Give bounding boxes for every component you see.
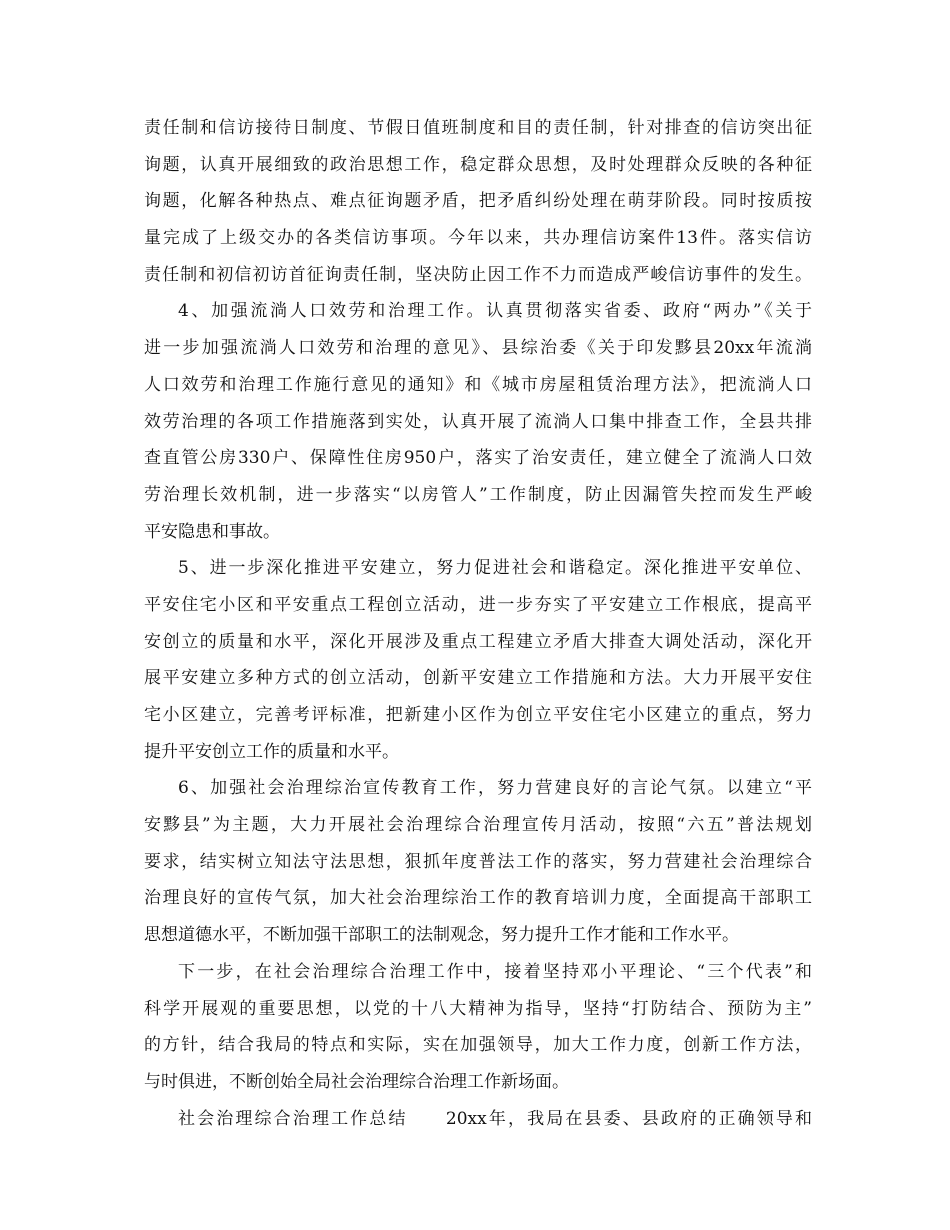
text-line: 安创立的质量和水平，深化开展涉及重点工程建立矛盾大排查大调处活动，深化开: [144, 631, 812, 652]
text-line: 治理良好的宣传气氛，加大社会治理综治工作的教育培训力度，全面提高干部职工: [144, 888, 812, 909]
text-line: 社会治理综合治理工作总结 20xx年，我局在县委、县政府的正确领导和: [178, 1108, 812, 1129]
text-line: 责任制和信访接待日制度、节假日值班制度和目的责任制，针对排查的信访突出征: [144, 118, 812, 138]
text-line: 要求，结实树立知法守法思想，狠抓年度普法工作的落实，努力营建社会治理综合: [144, 851, 812, 872]
text-line: 效劳治理的各项工作措施落到实处，认真开展了流淌人口集中排查工作，全县共排: [144, 411, 812, 432]
text-line: 责任制和初信初访首征询责任制，坚决防止因工作不力而造成严峻信访事件的发生。: [144, 264, 812, 285]
paragraph-next-step: [144, 954, 812, 1101]
text-line: 劳治理长效机制，进一步落实“以房管人”工作制度，防止因漏管失控而发生严峻: [144, 484, 812, 505]
text-line: 询题，认真开展细致的政治思想工作，稳定群众思想，及时处理群众反映的各种征: [144, 154, 812, 175]
text-line: 人口效劳和治理工作施行意见的通知》和《城市房屋租赁治理方法》，把流淌人口: [144, 374, 812, 395]
paragraph-continuation: [144, 110, 812, 293]
text-line: 量完成了上级交办的各类信访事项。今年以来，共办理信访案件13件。落实信访: [144, 228, 812, 249]
text-line: 进一步加强流淌人口效劳和治理的意见》、县综治委《关于印发黟县20xx年流淌: [144, 338, 812, 359]
document-page: [144, 110, 812, 1137]
text-line: 下一步，在社会治理综合治理工作中，接着坚持邓小平理论、“三个代表”和: [178, 961, 812, 982]
text-line: 询题，化解各种热点、难点征询题矛盾，把矛盾纠纷处理在萌芽阶段。同时按质按: [144, 191, 812, 212]
text-line: 平安隐患和事故。: [144, 521, 280, 542]
paragraph-item-5: [144, 550, 812, 770]
text-line: 提升平安创立工作的质量和水平。: [144, 741, 399, 762]
paragraph-summary-heading: [144, 1101, 812, 1138]
text-line: 宅小区建立，完善考评标准，把新建小区作为创立平安住宅小区建立的重点，努力: [144, 705, 812, 725]
text-line: 安黟县”为主题，大力开展社会治理综合治理宣传月活动，按照“六五”普法规划: [144, 815, 812, 836]
text-line: 平安住宅小区和平安重点工程创立活动，进一步夯实了平安建立工作根底，提高平: [144, 594, 812, 615]
paragraph-item-4: [144, 293, 812, 550]
text-line: 的方针，结合我局的特点和实际，实在加强领导，加大工作力度，创新工作方法，: [144, 1035, 812, 1056]
text-line: 6、加强社会治理综治宣传教育工作，努力营建良好的言论气氛。以建立“平: [178, 778, 812, 799]
text-line: 4、加强流淌人口效劳和治理工作。认真贯彻落实省委、政府“两办”《关于: [178, 301, 812, 322]
text-line: 科学开展观的重要思想，以党的十八大精神为指导，坚持“打防结合、预防为主”: [144, 998, 812, 1019]
text-line: 与时俱进，不断创始全局社会治理综合治理工作新场面。: [144, 1071, 569, 1092]
text-line: 5、进一步深化推进平安建立，努力促进社会和谐稳定。深化推进平安单位、: [178, 558, 812, 579]
text-line: 展平安建立多种方式的创立活动，创新平安建立工作措施和方法。大力开展平安住: [144, 668, 812, 689]
text-line: 查直管公房330户、保障性住房950户，落实了治安责任，建立健全了流淌人口效: [144, 448, 812, 469]
paragraph-item-6: [144, 770, 812, 953]
text-line: 思想道德水平，不断加强干部职工的法制观念，努力提升工作才能和工作水平。: [144, 925, 739, 946]
